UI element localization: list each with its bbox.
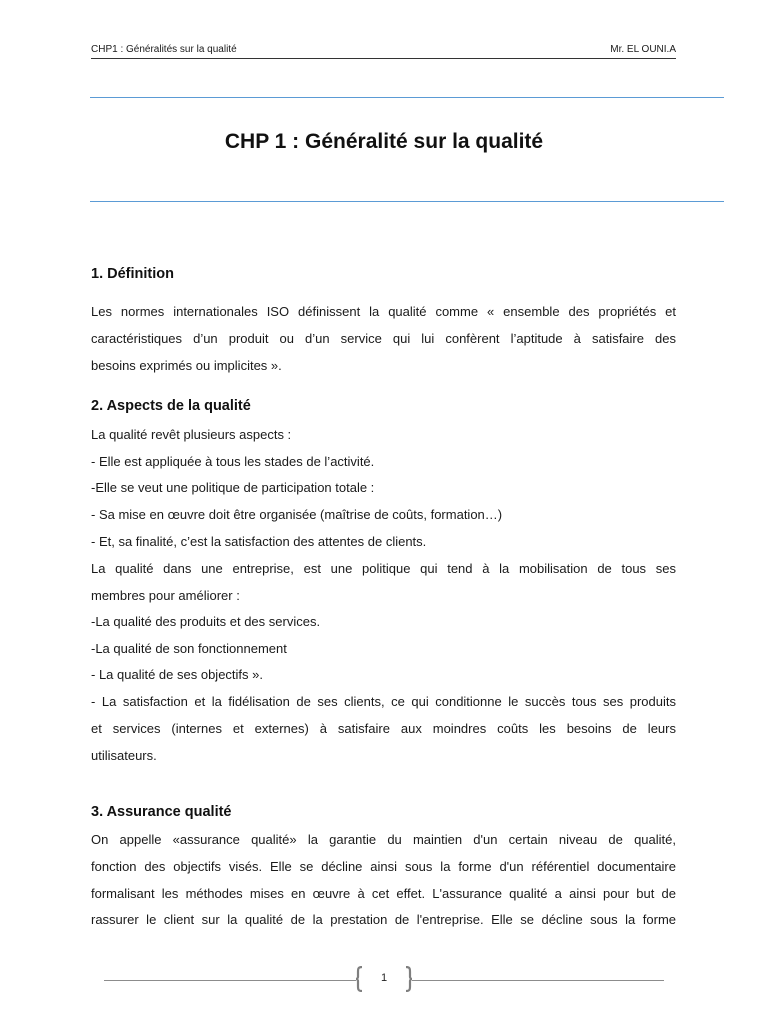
title-bottom-rule bbox=[90, 201, 724, 202]
section-heading-definition: 1. Définition bbox=[91, 266, 174, 282]
definition-line: caractéristiques d’un produit ou d’un service qui lui confèrent l’aptitude à satisfaire des bbox=[91, 330, 676, 346]
aspects-final-line: - La satisfaction et la fidélisation de ses clients, ce qui conditionne le succès tous ses produits bbox=[91, 694, 676, 709]
assurance-line: On appelle «assurance qualité» la garantie du maintien d'un certain niveau de qualité, bbox=[91, 832, 676, 847]
assurance-paragraph bbox=[91, 827, 676, 934]
aspects-final-paragraph bbox=[91, 689, 676, 769]
aspects-intro: La qualité revêt plusieurs aspects : bbox=[91, 427, 292, 442]
aspects-final-line: utilisateurs. bbox=[91, 747, 157, 763]
assurance-line: fonction des objectifs visés. Elle se décline ainsi sous la forme d'un référentiel documentaire bbox=[91, 858, 676, 874]
page-header bbox=[91, 44, 676, 59]
aspects-sub-item: -La qualité des produits et des services. bbox=[91, 614, 321, 629]
aspects-paragraph-line: La qualité dans une entreprise, est une politique qui tend à la mobilisation de tous ses bbox=[91, 561, 676, 576]
assurance-line: formalisant les méthodes mises en œuvre à cet effet. L'assurance qualité a ainsi pour but de bbox=[91, 885, 676, 901]
section-heading-assurance: 3. Assurance qualité bbox=[91, 804, 232, 820]
aspects-sub-item: - La qualité de ses objectifs ». bbox=[91, 667, 263, 682]
header-author: Mr. EL OUNI.A bbox=[610, 44, 676, 55]
footer-rule-left bbox=[104, 980, 356, 981]
aspects-sub-item: -La qualité de son fonctionnement bbox=[91, 641, 287, 656]
page-number: 1 bbox=[380, 972, 388, 984]
title-top-rule bbox=[90, 97, 724, 98]
definition-paragraph bbox=[91, 299, 676, 379]
header-chapter-label: CHP1 : Généralités sur la qualité bbox=[91, 44, 237, 55]
chapter-title: CHP 1 : Généralité sur la qualité bbox=[224, 130, 544, 153]
aspects-final-line: et services (internes et externes) à satisfaire aux moindres coûts les besoins de leurs bbox=[91, 720, 676, 736]
aspects-list-item: - Elle est appliquée à tous les stades de l’activité. bbox=[91, 454, 375, 469]
definition-line: besoins exprimés ou implicites ». bbox=[91, 357, 282, 373]
definition-line: Les normes internationales ISO définissent la qualité comme « ensemble des propriétés et bbox=[91, 304, 676, 319]
assurance-line: rassurer le client sur la qualité de la prestation de l'entreprise. Elle se décline sous la forme bbox=[91, 912, 676, 928]
aspects-list-item: -Elle se veut une politique de participation totale : bbox=[91, 480, 375, 495]
aspects-paragraph bbox=[91, 556, 676, 610]
aspects-list-item: - Sa mise en œuvre doit être organisée (maîtrise de coûts, formation…) bbox=[91, 507, 503, 522]
aspects-paragraph-line: membres pour améliorer : bbox=[91, 587, 240, 603]
page-number-box bbox=[356, 966, 412, 992]
section-heading-aspects: 2. Aspects de la qualité bbox=[91, 398, 251, 414]
footer-rule-right bbox=[412, 980, 664, 981]
aspects-list-item: - Et, sa finalité, c’est la satisfaction des attentes de clients. bbox=[91, 534, 427, 549]
